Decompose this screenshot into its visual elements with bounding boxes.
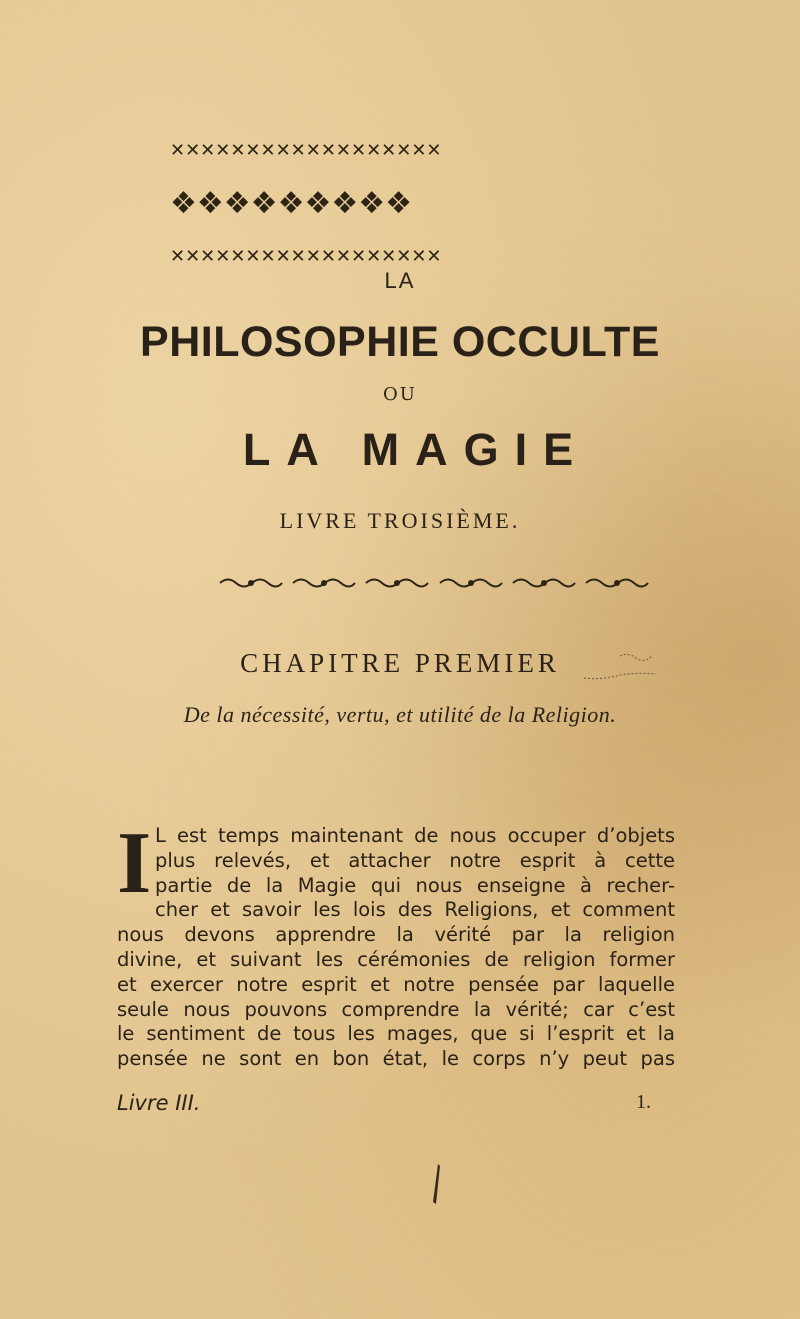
text-line: pensée ne sont en bon état, le corps n’y peut pas <box>117 1047 675 1071</box>
ornament-row-bottom: ✕✕✕✕✕✕✕✕✕✕✕✕✕✕✕✕✕✕ <box>170 246 442 267</box>
book-title: PHILOSOPHIE OCCULTE <box>140 318 660 366</box>
text-line: plus relevés, et attacher notre esprit à cette <box>155 848 675 872</box>
header-ornament <box>170 142 680 266</box>
title-article: LA <box>384 268 416 293</box>
book-part-label: LIVRE TROISIÈME. <box>279 508 521 533</box>
ornamental-divider <box>218 568 650 598</box>
title-conjunction: OU <box>383 384 417 405</box>
divider-scroll-icon <box>511 576 577 590</box>
divider-scroll-icon <box>438 576 504 590</box>
ink-mark-icon <box>430 1162 444 1206</box>
text-line: nous devons apprendre la vérité par la religion <box>117 923 675 947</box>
sheet-number: 1. <box>636 1091 651 1113</box>
chapter-heading: CHAPITRE PREMIER <box>240 648 560 678</box>
chapter-subheading: De la nécessité, vertu, et utilité de la Religion. <box>183 702 617 727</box>
text-line: cher et savoir les lois des Religions, et comment <box>155 898 675 922</box>
text-line: partie de la Magie qui nous enseigne à recher- <box>155 873 675 897</box>
book-subtitle: LA MAGIE <box>242 424 590 475</box>
ornament-row-middle: ❖❖❖❖❖❖❖❖❖ <box>170 186 413 221</box>
text-line: le sentiment de tous les mages, que si l’esprit et la <box>117 1022 675 1046</box>
text-line: seule nous pouvons comprendre la vérité; car c’est <box>117 997 675 1021</box>
body-paragraph <box>117 815 675 1072</box>
text-line: L est temps maintenant de nous occuper d’objets <box>155 824 675 847</box>
drop-cap: I <box>117 815 152 912</box>
divider-scroll-icon <box>584 576 650 590</box>
text-line: et exercer notre esprit et notre pensée par laquelle <box>117 972 675 996</box>
divider-scroll-icon <box>364 576 430 590</box>
text-line: divine, et suivant les cérémonies de religion former <box>117 947 675 971</box>
divider-scroll-icon <box>291 576 357 590</box>
signature-mark: Livre III. <box>117 1091 201 1115</box>
ornament-row-top: ✕✕✕✕✕✕✕✕✕✕✕✕✕✕✕✕✕✕ <box>170 140 442 161</box>
divider-scroll-icon <box>218 576 284 590</box>
